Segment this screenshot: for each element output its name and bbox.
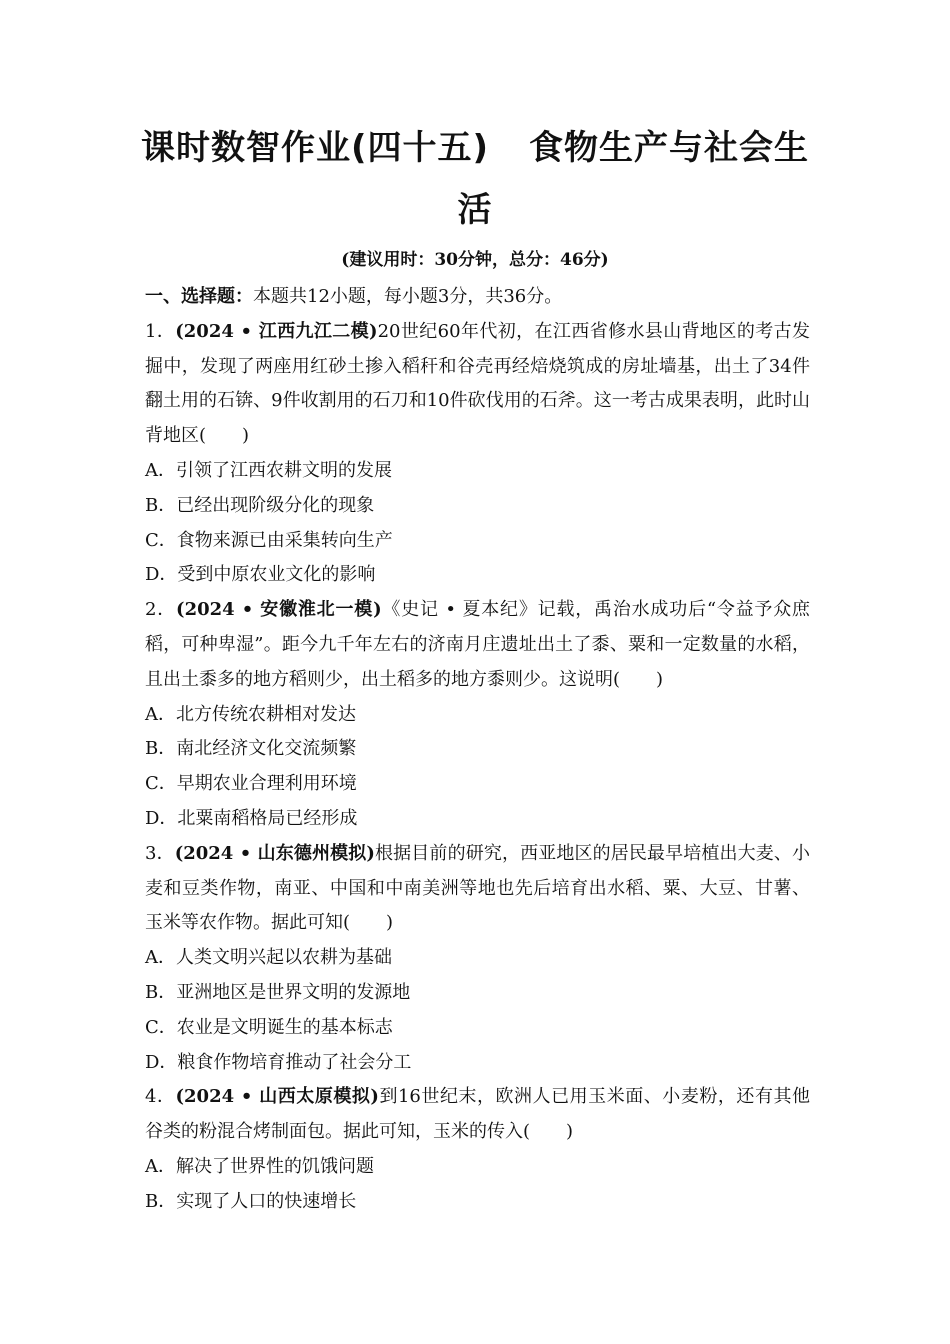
section-heading: 一、选择题： — [145, 286, 253, 307]
question-number: 2． — [145, 599, 177, 621]
page-title — [100, 128, 850, 168]
question-source: (2024 • 江西九江二模) — [175, 320, 378, 342]
question-source: (2024 • 安徽淮北一模) — [176, 599, 382, 621]
question-text: 《史记 • 夏本纪》记载，禹治水成功后“令益予众庶稻，可种卑湿”。距今九千年左右的济南月庄遗址出土了黍、粟和一定数量的水稻，且出土黍多的地方稻则少，出土稻多的地方黍则少。这说明( ) — [145, 599, 811, 690]
question-source: (2024 • 山东德州模拟) — [174, 842, 375, 864]
question-1-option-c: C．食物来源已由采集转向生产 — [145, 529, 393, 551]
question-4-option-b: B．实现了人口的快速增长 — [145, 1190, 357, 1212]
question-2-option-b: B．南北经济文化交流频繁 — [145, 738, 357, 760]
document-body — [145, 280, 810, 1220]
question-1-option-a: A．引领了江西农耕文明的发展 — [145, 459, 392, 481]
question-text: 根据目前的研究，西亚地区的居民最早培植出大麦、小麦和豆类作物，南亚、中国和中南美洲等地也先后培育出水稻、粟、大豆、甘薯、玉米等农作物。据此可知( ) — [145, 842, 811, 934]
question-2-option-a: A．北方传统农耕相对发达 — [145, 703, 356, 725]
question-3-option-a: A．人类文明兴起以农耕为基础 — [145, 947, 392, 969]
question-number: 3． — [145, 842, 175, 864]
title-prefix: 课时数智作业(四十五) — [140, 128, 490, 168]
question-2-option-d: D．北粟南稻格局已经形成 — [145, 807, 358, 829]
question-3-option-c: C．农业是文明诞生的基本标志 — [145, 1016, 393, 1038]
question-text: 到16世纪末，欧洲人已用玉米面、小麦粉，还有其他谷类的粉混合烤制面包。据此可知，玉米的传入( ) — [145, 1086, 810, 1143]
question-3-stem — [145, 837, 810, 941]
question-4-option-a: A．解决了世界性的饥饿问题 — [145, 1155, 374, 1177]
title-topic: 食物生产与社会生 — [529, 128, 810, 168]
question-1-option-b: B．已经出现阶级分化的现象 — [145, 494, 375, 516]
question-number: 4． — [145, 1086, 176, 1108]
question-3-option-d: D．粮食作物培育推动了社会分工 — [145, 1051, 412, 1073]
question-source: (2024 • 山西太原模拟) — [175, 1086, 379, 1108]
question-4-stem — [145, 1080, 810, 1150]
question-text: 20世纪60年代初，在江西省修水县山背地区的考古发掘中，发现了两座用红砂土掺入稻秆和谷壳再经焙烧筑成的房址墙基，出土了34件翻土用的石锛、9件收割用的石刀和10件砍伐用的石斧。这一考古成果表明，此时山背地区( ) — [145, 320, 811, 447]
question-number: 1． — [145, 320, 176, 342]
time-score-note: (建议用时：30分钟，总分：46分) — [341, 250, 609, 270]
question-2-stem — [145, 593, 810, 697]
question-2-option-c: C．早期农业合理利用环境 — [145, 773, 357, 795]
section-description: 本题共12小题，每小题3分，共36分。 — [253, 286, 563, 307]
section-heading-line — [145, 280, 810, 315]
question-1-stem — [145, 315, 810, 454]
question-3-option-b: B．亚洲地区是世界文明的发源地 — [145, 981, 411, 1003]
page-title-continued: 活 — [457, 190, 493, 230]
question-1-option-d: D．受到中原农业文化的影响 — [145, 564, 376, 586]
